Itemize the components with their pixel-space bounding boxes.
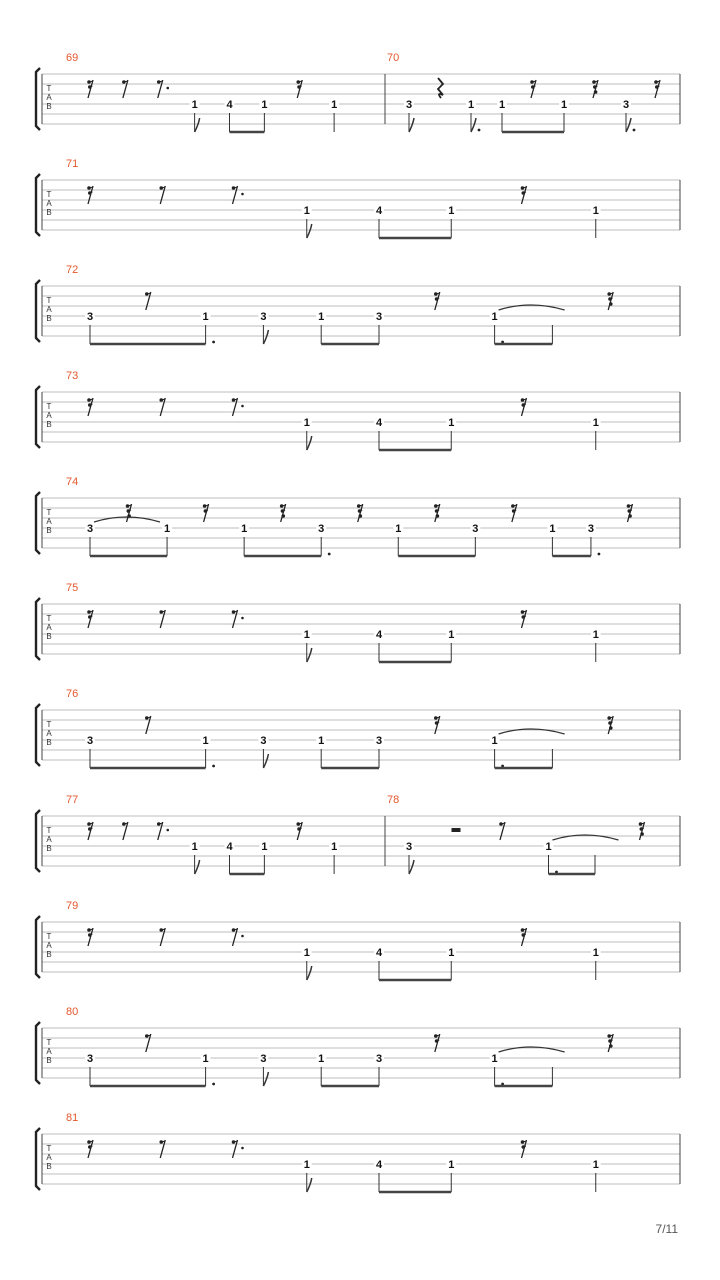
rest-symbol bbox=[87, 186, 93, 204]
rest-symbol bbox=[159, 610, 165, 628]
tab-note bbox=[446, 205, 456, 238]
svg-text:1: 1 bbox=[448, 1159, 455, 1171]
tab-note bbox=[404, 841, 414, 874]
svg-text:3: 3 bbox=[622, 99, 630, 111]
rest-symbol bbox=[434, 292, 440, 310]
tab-clef-letter: T bbox=[46, 1038, 52, 1047]
tab-note bbox=[329, 841, 339, 874]
system-bracket bbox=[36, 1128, 40, 1190]
tab-system bbox=[0, 476, 720, 588]
tab-note bbox=[591, 417, 601, 450]
tab-note bbox=[329, 99, 339, 132]
staff-lines bbox=[0, 1118, 720, 1224]
tab-note bbox=[591, 205, 601, 238]
rest-symbol bbox=[87, 398, 93, 416]
tab-note bbox=[374, 1053, 384, 1086]
svg-text:3: 3 bbox=[375, 311, 383, 323]
svg-text:1: 1 bbox=[318, 311, 325, 323]
measure-number: 74 bbox=[66, 476, 79, 488]
svg-text:3: 3 bbox=[405, 99, 413, 111]
tab-note bbox=[374, 205, 384, 238]
rest-symbol bbox=[232, 928, 244, 946]
tab-note bbox=[393, 523, 403, 556]
tab-system bbox=[0, 264, 720, 376]
svg-text:1: 1 bbox=[303, 417, 310, 429]
svg-text:1: 1 bbox=[241, 523, 248, 535]
svg-text:1: 1 bbox=[318, 1053, 325, 1065]
tab-note bbox=[302, 629, 312, 662]
tab-clef-letter: A bbox=[46, 1047, 52, 1056]
tab-clef-letter: B bbox=[46, 526, 52, 535]
tab-note bbox=[239, 523, 249, 556]
page-number: 7/11 bbox=[655, 1222, 678, 1236]
svg-text:4: 4 bbox=[375, 417, 383, 429]
tab-system bbox=[0, 158, 720, 270]
tab-clef-letter: T bbox=[46, 190, 52, 199]
svg-text:3: 3 bbox=[86, 311, 94, 323]
svg-text:1: 1 bbox=[303, 205, 310, 217]
rest-symbol bbox=[434, 1034, 440, 1052]
tab-clef-letter: T bbox=[46, 720, 52, 729]
rest-symbol bbox=[607, 1034, 613, 1052]
tab-clef-letter: B bbox=[46, 844, 52, 853]
svg-text:3: 3 bbox=[260, 735, 267, 747]
rest-symbol bbox=[639, 822, 645, 840]
svg-text:1: 1 bbox=[318, 735, 325, 747]
rest-symbol bbox=[511, 504, 517, 522]
tab-clef-letter: A bbox=[46, 835, 52, 844]
tab-note bbox=[374, 1159, 384, 1192]
rest-symbol bbox=[434, 716, 440, 734]
system-bracket bbox=[36, 386, 40, 448]
svg-text:1: 1 bbox=[498, 99, 506, 111]
system-bracket bbox=[36, 916, 40, 978]
svg-text:1: 1 bbox=[467, 99, 475, 111]
rest-symbol bbox=[145, 716, 151, 734]
staff-lines bbox=[0, 800, 720, 906]
tab-note bbox=[225, 99, 235, 132]
tab-note bbox=[258, 1053, 268, 1086]
tab-note bbox=[591, 1159, 601, 1192]
rest-symbol bbox=[122, 822, 128, 840]
tab-note bbox=[591, 629, 601, 662]
tab-clef-letter: A bbox=[46, 729, 52, 738]
tab-note bbox=[85, 1053, 95, 1086]
tab-note bbox=[547, 523, 557, 556]
svg-text:3: 3 bbox=[587, 523, 594, 535]
system-bracket bbox=[36, 492, 40, 554]
rest-symbol bbox=[521, 398, 527, 416]
system-bracket bbox=[36, 810, 40, 872]
tab-note bbox=[302, 947, 312, 980]
rest-symbol bbox=[145, 292, 151, 310]
svg-text:3: 3 bbox=[375, 735, 383, 747]
rest-symbol bbox=[126, 504, 132, 522]
svg-text:1: 1 bbox=[592, 629, 599, 641]
svg-text:4: 4 bbox=[375, 947, 383, 959]
tab-system bbox=[0, 370, 720, 482]
system-bracket bbox=[36, 704, 40, 766]
rest-symbol bbox=[87, 1140, 93, 1158]
tab-note bbox=[85, 311, 95, 344]
rest-symbol bbox=[280, 504, 286, 522]
tab-clef-letter: A bbox=[46, 941, 52, 950]
svg-text:4: 4 bbox=[375, 629, 383, 641]
svg-text:1: 1 bbox=[202, 1053, 209, 1065]
rest-symbol bbox=[159, 928, 165, 946]
svg-text:1: 1 bbox=[545, 841, 552, 853]
tab-clef-letter: B bbox=[46, 420, 52, 429]
svg-text:3: 3 bbox=[86, 735, 94, 747]
rest-symbol bbox=[87, 822, 93, 840]
tab-system bbox=[0, 794, 720, 906]
tab-clef-letter: A bbox=[46, 623, 52, 632]
tab-system bbox=[0, 582, 720, 694]
svg-text:1: 1 bbox=[560, 99, 568, 111]
rest-symbol bbox=[157, 822, 169, 840]
tab-clef-letter: T bbox=[46, 614, 52, 623]
system-bracket bbox=[36, 1022, 40, 1084]
tab-note bbox=[374, 311, 384, 344]
measure-number: 73 bbox=[66, 370, 79, 382]
svg-text:4: 4 bbox=[375, 1159, 383, 1171]
svg-text:1: 1 bbox=[164, 523, 171, 535]
rest-symbol bbox=[521, 928, 527, 946]
tab-clef-letter: B bbox=[46, 208, 52, 217]
measure-number: 78 bbox=[387, 794, 400, 806]
system-bracket bbox=[36, 598, 40, 660]
tab-clef-letter: T bbox=[46, 402, 52, 411]
svg-text:1: 1 bbox=[202, 311, 209, 323]
tab-note bbox=[302, 205, 312, 238]
svg-text:1: 1 bbox=[191, 841, 198, 853]
rest-symbol bbox=[521, 1140, 527, 1158]
tab-note bbox=[591, 947, 601, 980]
measure-number: 81 bbox=[66, 1112, 79, 1124]
tab-note bbox=[259, 841, 269, 874]
svg-text:1: 1 bbox=[261, 841, 268, 853]
tab-clef-letter: T bbox=[46, 1144, 52, 1153]
tab-note bbox=[85, 523, 95, 556]
rest-symbol bbox=[159, 1140, 165, 1158]
tab-clef-letter: B bbox=[46, 632, 52, 641]
tab-note bbox=[316, 1053, 326, 1086]
measure-number: 69 bbox=[66, 52, 79, 64]
rest-symbol bbox=[607, 716, 613, 734]
svg-text:1: 1 bbox=[592, 1159, 599, 1171]
tab-clef-letter: B bbox=[46, 1162, 52, 1171]
tab-clef-letter: T bbox=[46, 296, 52, 305]
tab-note bbox=[470, 523, 480, 556]
staff-lines bbox=[0, 694, 720, 800]
staff-lines bbox=[0, 482, 720, 588]
svg-text:1: 1 bbox=[491, 735, 498, 747]
rest-symbol bbox=[157, 80, 169, 98]
tab-note bbox=[446, 629, 456, 662]
system-bracket bbox=[36, 280, 40, 342]
rest-symbol bbox=[654, 80, 660, 98]
svg-text:3: 3 bbox=[472, 523, 479, 535]
rest-symbol bbox=[627, 504, 633, 522]
svg-text:1: 1 bbox=[448, 629, 455, 641]
svg-text:4: 4 bbox=[226, 841, 233, 853]
rest-symbol bbox=[530, 80, 536, 98]
tab-clef-letter: B bbox=[46, 314, 52, 323]
tab-note bbox=[302, 417, 312, 450]
tab-clef-letter: A bbox=[46, 517, 52, 526]
system-bracket bbox=[36, 68, 40, 130]
tab-note bbox=[446, 417, 456, 450]
tab-note bbox=[404, 99, 414, 132]
svg-text:1: 1 bbox=[261, 99, 268, 111]
tab-clef-letter: T bbox=[46, 826, 52, 835]
tab-note bbox=[225, 841, 235, 874]
tab-note bbox=[559, 99, 569, 132]
rest-symbol bbox=[296, 80, 302, 98]
rest-symbol bbox=[232, 610, 244, 628]
tab-system bbox=[0, 688, 720, 800]
rest-symbol bbox=[122, 80, 128, 98]
tab-clef-letter: B bbox=[46, 738, 52, 747]
tab-note bbox=[302, 1159, 312, 1192]
svg-text:1: 1 bbox=[491, 1053, 498, 1065]
svg-text:1: 1 bbox=[448, 947, 455, 959]
rest-symbol bbox=[159, 398, 165, 416]
tab-clef-letter: A bbox=[46, 93, 52, 102]
tab-note bbox=[374, 629, 384, 662]
svg-text:1: 1 bbox=[592, 205, 599, 217]
tab-note bbox=[162, 523, 172, 556]
tab-clef-letter: T bbox=[46, 932, 52, 941]
tab-note bbox=[190, 841, 200, 874]
staff-lines bbox=[0, 270, 720, 376]
rest-symbol bbox=[521, 610, 527, 628]
rest-symbol bbox=[203, 504, 209, 522]
tab-clef-letter: T bbox=[46, 508, 52, 517]
rest-symbol bbox=[592, 80, 598, 98]
svg-text:3: 3 bbox=[375, 1053, 383, 1065]
tab-clef-letter: B bbox=[46, 950, 52, 959]
svg-text:1: 1 bbox=[491, 311, 498, 323]
tab-note bbox=[85, 735, 95, 768]
rest-symbol bbox=[232, 1140, 244, 1158]
tab-clef-letter: A bbox=[46, 411, 52, 420]
tab-note bbox=[316, 735, 326, 768]
svg-text:3: 3 bbox=[260, 311, 267, 323]
measure-number: 72 bbox=[66, 264, 79, 276]
svg-text:3: 3 bbox=[86, 523, 94, 535]
staff-lines bbox=[0, 1012, 720, 1118]
svg-text:1: 1 bbox=[202, 735, 209, 747]
svg-text:1: 1 bbox=[448, 417, 455, 429]
svg-text:3: 3 bbox=[318, 523, 325, 535]
svg-text:1: 1 bbox=[331, 99, 338, 111]
svg-text:3: 3 bbox=[405, 841, 413, 853]
svg-text:1: 1 bbox=[303, 1159, 310, 1171]
svg-text:1: 1 bbox=[303, 947, 310, 959]
tab-clef-letter: B bbox=[46, 102, 52, 111]
tab-system bbox=[0, 900, 720, 1012]
rest-symbol bbox=[232, 186, 244, 204]
staff-lines bbox=[0, 376, 720, 482]
rest-symbol bbox=[87, 610, 93, 628]
svg-text:3: 3 bbox=[86, 1053, 94, 1065]
tab-note bbox=[374, 947, 384, 980]
rest-symbol bbox=[438, 78, 443, 98]
svg-text:1: 1 bbox=[592, 417, 599, 429]
tab-note bbox=[258, 735, 268, 768]
tab-note bbox=[497, 99, 507, 132]
svg-text:1: 1 bbox=[592, 947, 599, 959]
rest-symbol bbox=[357, 504, 363, 522]
svg-text:1: 1 bbox=[331, 841, 338, 853]
tab-note bbox=[374, 417, 384, 450]
measure-number: 75 bbox=[66, 582, 79, 594]
rest-symbol bbox=[87, 928, 93, 946]
measure-number: 76 bbox=[66, 688, 79, 700]
tab-note bbox=[446, 1159, 456, 1192]
rest-symbol bbox=[145, 1034, 151, 1052]
rest-symbol bbox=[296, 822, 302, 840]
staff-lines bbox=[0, 58, 720, 164]
tab-clef-letter: A bbox=[46, 305, 52, 314]
tab-note bbox=[259, 99, 269, 132]
staff-lines bbox=[0, 906, 720, 1012]
measure-number: 77 bbox=[66, 794, 79, 806]
staff-lines bbox=[0, 588, 720, 694]
tab-note bbox=[258, 311, 268, 344]
rest-symbol bbox=[232, 398, 244, 416]
tab-note bbox=[374, 735, 384, 768]
measure-number: 79 bbox=[66, 900, 79, 912]
rest-symbol bbox=[452, 828, 461, 832]
tab-note bbox=[316, 311, 326, 344]
tab-system bbox=[0, 1112, 720, 1224]
measure-number: 80 bbox=[66, 1006, 79, 1018]
svg-text:1: 1 bbox=[549, 523, 556, 535]
tab-note bbox=[190, 99, 200, 132]
svg-text:1: 1 bbox=[191, 99, 198, 111]
tab-clef-letter: T bbox=[46, 84, 52, 93]
svg-text:1: 1 bbox=[448, 205, 455, 217]
rest-symbol bbox=[499, 822, 505, 840]
tab-system bbox=[0, 52, 720, 164]
rest-symbol bbox=[434, 504, 440, 522]
rest-symbol bbox=[607, 292, 613, 310]
tab-clef-letter: A bbox=[46, 199, 52, 208]
rest-symbol bbox=[159, 186, 165, 204]
svg-text:1: 1 bbox=[395, 523, 402, 535]
svg-text:3: 3 bbox=[260, 1053, 267, 1065]
tab-clef-letter: B bbox=[46, 1056, 52, 1065]
staff-lines bbox=[0, 164, 720, 270]
rest-symbol bbox=[521, 186, 527, 204]
svg-text:4: 4 bbox=[375, 205, 383, 217]
tab-clef-letter: A bbox=[46, 1153, 52, 1162]
tab-system bbox=[0, 1006, 720, 1118]
tab-note bbox=[446, 947, 456, 980]
measure-number: 71 bbox=[66, 158, 79, 170]
svg-text:4: 4 bbox=[226, 99, 233, 111]
measure-number: 70 bbox=[387, 52, 400, 64]
rest-symbol bbox=[87, 80, 93, 98]
system-bracket bbox=[36, 174, 40, 236]
svg-text:1: 1 bbox=[303, 629, 310, 641]
